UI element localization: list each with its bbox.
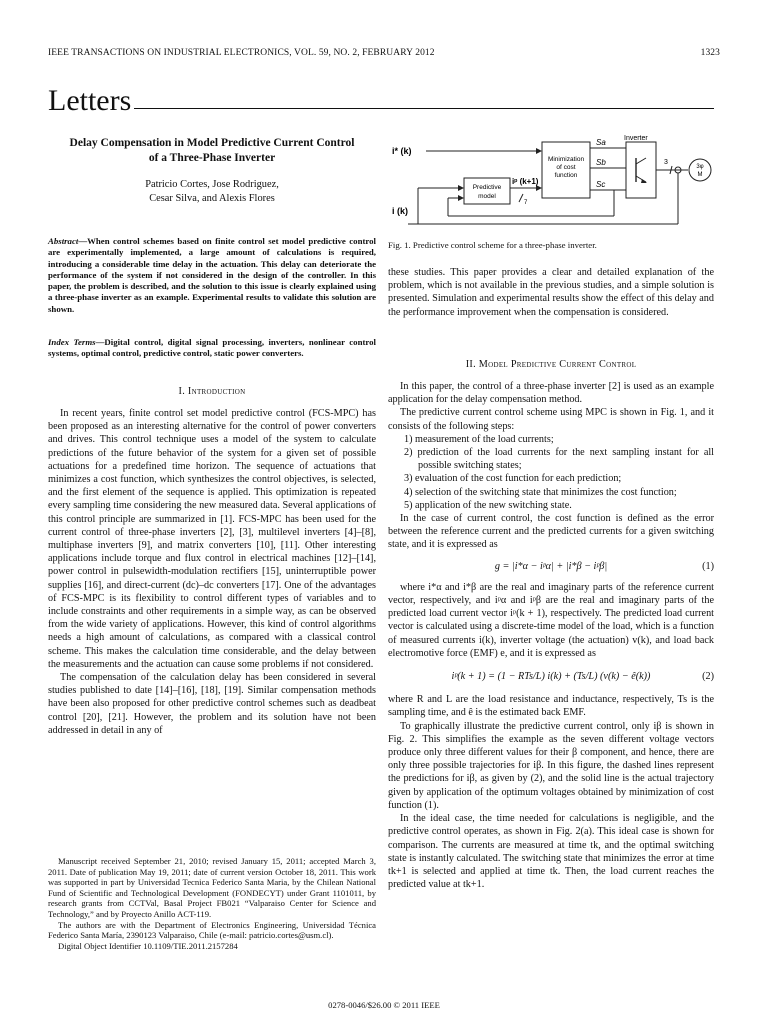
label-inverter: Inverter <box>624 135 648 142</box>
predictive-model-block <box>464 178 510 204</box>
abstract-label: Abstract <box>48 236 79 246</box>
index-terms: Index Terms—Digital control, digital signal processing, inverters, nonlinear control systems, optimal control, predictive control, static power converters. <box>48 337 376 359</box>
equation-2-body: iᵖ(k + 1) = (1 − RTs/L) i(k) + (Ts/L) (v(k) − ê(k)) <box>451 671 651 683</box>
min-block-l3: function <box>554 172 578 179</box>
pred-block-l2: model <box>478 193 496 200</box>
step-item: 3) evaluation of the cost function for each prediction; <box>404 473 622 485</box>
section-2-heading: II. Model Predictive Current Control <box>465 359 637 370</box>
footnotes <box>48 856 376 951</box>
label-three: 3 <box>664 159 668 166</box>
footnote-affiliation: The authors are with the Department of Electronics Engineering, Universidad Técnica Federico Santa María, 2390123 Valparaiso, Chile (e-mail: patricio.cortes@usm.cl). <box>48 919 376 941</box>
min-block-l1: Minimization <box>547 156 585 163</box>
right-paragraph-6: where R and L are the load resistance and inductance, respectively, Ts is the sampling time, and ê is the estimated back EMF. <box>388 694 714 719</box>
label-seven: 7 <box>524 200 528 206</box>
motor-l1: 3φ <box>696 164 704 170</box>
intro-heading: I. Introduction <box>178 386 246 397</box>
paper-title-line-2: of a Three-Phase Inverter <box>148 152 276 164</box>
title-rule <box>134 108 714 109</box>
index-terms-label: Index Terms <box>48 337 96 347</box>
abstract-text: When control schemes based on finite control set model predictive control are experimentally implemented, a large amount of calculations is required, introducing a considerable time delay in the actuation. This delay can deteriorate the performance of the system if not considered in the design of the controller. In this paper, the problem is described, and the solution to this issue is clearly explained using a three-phase inverter as an example. Experimental results to validate this solution are shown. <box>48 236 376 314</box>
page-number: 1323 <box>700 48 720 58</box>
steps-list <box>388 433 714 512</box>
footnote-manuscript: Manuscript received September 21, 2010; revised January 15, 2011; accepted March 3, 2011. Date of publication May 19, 2011; date of current version October 18, 2011. This work was supported in part by Universidad Tecnica Federico Santa Maria, by the Chilean National Fund of Scientific and Technological Development (FONDECYT) under Grant 1101011, by research grants from CCTVal, Basal Project FB021 “Valparaiso Center for Science and Technology,” and by Proyecto Anillo ACT-119. <box>48 856 376 919</box>
equation-1-number: (1) <box>702 560 714 572</box>
step-item: 4) selection of the switching state that minimizes the cost function; <box>404 486 677 498</box>
figure-1-diagram <box>388 128 714 232</box>
block-diagram <box>388 128 714 232</box>
copyright-line: 0278-0046/$26.00 © 2011 IEEE <box>328 1000 440 1010</box>
intro-paragraph-1: In recent years, finite control set model predictive control (FCS-MPC) has been proposed as an interesting alternative for the control of power converters and drives. This control technique uses a model of the system to calculate predictions of the future behavior of the system for a given set of possible actuations for a predefined time horizon. The sequence of actuations that minimizes a cost function, which synthesizes the control objectives, is selected, and the first element of the sequence is applied. This optimization is repeated every sampling time considering the new measured data. Several applications of this control principle are summarized in [1]. FCS-MPC has been used for the current control of three-phase inverters [2], [3], multilevel inverters [4]–[8], multiphase inverters [9], and matrix converters [10], [11]. Other interesting applications include torque and flux control in electrical machines [12]–[14], power control in pulsewidth-modulation rectifiers [15], uninterruptible power supplies [16], and direct-current (dc)–dc converters [17]. One of the advantages of FCS-MPC is its flexibility to control different types of variables and to include constraints and other requirements in a simple way, as can be observed from the wide variety of applications. However, this kind of control algorithms needs a high amount of calculations, as compared with a classical control scheme. This makes the calculation time considerable, and the delay between the measurements and the actuation can cause some problems if not considered. <box>48 408 376 670</box>
journal-name: IEEE TRANSACTIONS ON INDUSTRIAL ELECTRONICS, VOL. 59, NO. 2, FEBRUARY 2012 <box>48 48 435 58</box>
label-i-k: i (k) <box>392 206 409 216</box>
authors-line-2: Cesar Silva, and Alexis Flores <box>149 193 275 204</box>
paper-title-line-1: Delay Compensation in Model Predictive Current Control <box>69 137 355 149</box>
right-paragraph-8: In the ideal case, the time needed for calculations is negligible, and the predictive control operates, as shown in Fig. 2(a). This ideal case is shown for comparison. The currents are measured at time tk, and the optimal switching state is instantly calculated. The switching state that minimizes the error at time tk+1 is selected and applied at time tk. Then, the load current reaches the predicted value at tk+1. <box>388 813 714 891</box>
equation-1-body: g = |i*α − iᵖα| + |i*β − iᵖβ| <box>494 560 608 572</box>
step-item: 5) application of the new switching state. <box>404 499 572 511</box>
intro-paragraph-2: The compensation of the calculation delay has been considered in several studies published to date [14]–[16], [18], [19]. Similar compensation methods have been also proposed for other predictive control schemes such as deadbeat control [20], [21]. However, the problem and its solution have not been addressed in detail in any of <box>48 672 376 736</box>
right-paragraph-4: In the case of current control, the cost function is defined as the error between the reference current and the predicted currents for a given switching state, and it is expressed as <box>388 513 714 551</box>
intro-body <box>48 407 376 737</box>
equation-2 <box>388 670 714 683</box>
inverter-block <box>626 142 656 198</box>
equation-2-number: (2) <box>702 671 714 683</box>
authors-line-1: Patricio Cortes, Jose Rodriguez, <box>145 179 279 190</box>
pred-block-l1: Predictive <box>472 184 502 191</box>
label-i-star: i* (k) <box>392 146 412 156</box>
label-sb: Sb <box>596 158 606 167</box>
section-2-body <box>388 380 714 891</box>
footnote-doi: Digital Object Identifier 10.1109/TIE.2011.2157284 <box>58 940 238 951</box>
running-head <box>48 48 720 58</box>
min-block-l2: of cost <box>556 164 576 171</box>
right-paragraph-1: these studies. This paper provides a clear and detailed explanation of the problem, which is not available in the previous studies, and a simple solution is presented. Simulation and experimental results show the effect of this delay and the performance improvement when the compensation is considered. <box>388 267 714 318</box>
right-column-intro <box>388 266 714 319</box>
step-item: 1) measurement of the load currents; <box>404 433 554 445</box>
paper-title <box>48 136 376 166</box>
right-paragraph-7: To graphically illustrate the predictive current control, only iβ is shown in Fig. 2. This simplifies the example as the seven different voltage vectors produce only three different values for their β component, and hence, there are only three possible trajectories for iβ. In this figure, the dashed lines represent the predictions for iβ, as given by (2), and the solid line is the actual trajectory given by application of the optimum voltages obtained by minimization of cost function (1). <box>388 720 714 811</box>
equation-1 <box>388 560 714 573</box>
right-paragraph-2: In this paper, the control of a three-phase inverter [2] is used as an example application for the delay compensation method. <box>388 381 714 406</box>
label-sa: Sa <box>596 138 606 147</box>
index-terms-text: Digital control, digital signal processing, inverters, nonlinear control systems, optimal control, predictive control, static power converters. <box>48 337 376 359</box>
authors <box>48 178 376 206</box>
figure-1-caption: Fig. 1. Predictive control scheme for a three-phase inverter. <box>388 240 597 250</box>
right-paragraph-3: The predictive current control scheme using MPC is shown in Fig. 1, and it consists of the following steps: <box>388 407 714 432</box>
step-item: 2) prediction of the load currents for the next sampling instant for all possible switching states; <box>404 447 714 472</box>
section-title: Letters <box>48 84 132 117</box>
right-paragraph-5: where i*α and i*β are the real and imaginary parts of the reference current vector, respectively, and iᵖα and iᵖβ are the real and imaginary parts of the predicted load current vector iᵖ(k + 1), respectively. The predicted load current vector is calculated using a discrete-time model of the load, which is a function of measured currents i(k), inverter voltage (the actuation) v(k), and load back electromotive force (EMF) e, and it is expressed as <box>388 581 714 659</box>
label-i-p: iᵖ (k+1) <box>512 177 539 186</box>
motor-l2: M <box>697 172 703 178</box>
abstract: Abstract—When control schemes based on finite control set model predictive control are experimentally implemented, a large amount of calculations is required, introducing a considerable time delay in the actuation. This delay can deteriorate the performance of the system if not considered in the design of the controller. In this paper, the problem is described, and the solution to this issue is clearly explained using a three-phase inverter as an example. Experimental results to validate this solution are shown. <box>48 236 376 314</box>
label-sc: Sc <box>596 180 606 189</box>
